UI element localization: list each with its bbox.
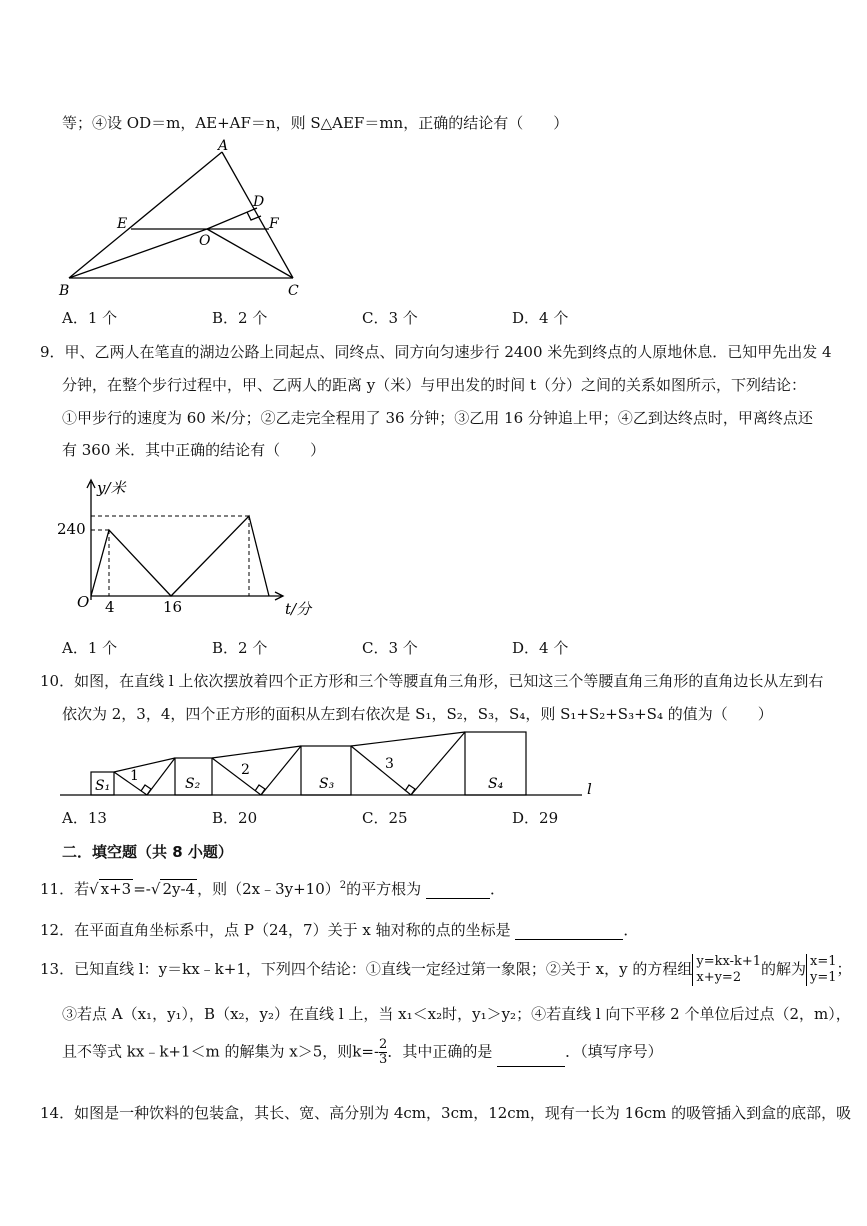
label-b: B (59, 283, 70, 298)
label-e: E (117, 216, 128, 232)
q12-line (40, 920, 638, 940)
q12-tail: ． (623, 921, 639, 939)
q11-end: 的平方根为 (346, 880, 422, 898)
q11-exponent: 2 (339, 880, 347, 891)
q13-line-3 (62, 1038, 663, 1067)
q10-option-a: A．13 (62, 809, 107, 827)
q8-triangle-figure (55, 138, 315, 298)
q10-option-d: D．29 (512, 809, 559, 827)
section-title: 二．填空题（共 8 小题） (62, 843, 233, 861)
q10-squares-figure (55, 728, 605, 800)
q13-end: ； (836, 960, 852, 978)
q9-line-3: ①甲步行的速度为 60 米/分；②乙走完全程用了 36 分钟；③乙用 16 分钟追上甲；④乙到达终点时，甲离终点还 (62, 409, 813, 427)
label-c: C (288, 283, 299, 298)
q9-option-a: A．1 个 (62, 639, 118, 657)
q9-line-4: 有 360 米．其中正确的结论有（ ） (62, 441, 326, 459)
q8-option-c: C．3 个 (362, 309, 418, 327)
q13-eq-1: y=kx-k+1 (696, 954, 762, 969)
q9-distance-chart (55, 472, 325, 620)
q13-k-value: k=- (352, 1042, 380, 1061)
q8-option-d: D．4 个 (512, 309, 569, 327)
q11-prefix: 11．若 (40, 880, 90, 898)
q13-eq-2: x+y=2 (696, 970, 742, 985)
q11-mid: =- (133, 880, 151, 898)
q10-line-2: 依次为 2，3，4，四个正方形的面积从左到右依次是 S₁，S₂，S₃，S₄，则 S₁+S₂+S₃+S₄ 的值为（ ） (62, 705, 773, 723)
q13-answer-blank[interactable] (497, 1050, 565, 1067)
label-a: A (218, 138, 229, 154)
chart-x-label: t/分 (285, 600, 312, 618)
q13-frac-den: 3 (379, 1052, 388, 1067)
q12-answer-blank[interactable] (515, 923, 623, 940)
q10-option-b: B．20 (212, 809, 258, 827)
label-tri-3: 3 (385, 756, 394, 772)
q11-post: ，则（2x﹣3y+10） (197, 880, 340, 898)
q13-sol-2: y=1 (810, 970, 837, 985)
q8-tail-text: 等；④设 OD＝m，AE+AF＝n，则 S△AEF＝mn，正确的结论有（ ） (62, 114, 569, 132)
q9-line-1: 9．甲、乙两人在笔直的湖边公路上同起点、同终点、同方向匀速步行 2400 米先到终点的人原地休息．已知甲先出发 4 (40, 343, 832, 361)
chart-x-tick-4: 4 (105, 598, 115, 616)
label-o: O (199, 233, 211, 249)
q9-option-c: C．3 个 (362, 639, 418, 657)
q13-frac-num: 2 (379, 1037, 388, 1052)
q13-l3-post: ．其中正确的是 (387, 1042, 493, 1061)
label-line-l: l (587, 780, 592, 798)
label-s4: S₄ (488, 776, 504, 792)
q9-option-b: B．2 个 (212, 639, 268, 657)
label-s3: S₃ (319, 776, 335, 792)
q13-prefix: 13．已知直线 l：y＝kx﹣k+1，下列四个结论：①直线一定经过第一象限；②关于 x，y 的方程组 (40, 960, 693, 978)
q13-line-2: ③若点 A（x₁，y₁），B（x₂，y₂）在直线 l 上，当 x₁＜x₂时，y₁＞y₂；④若直线 l 向下平移 2 个单位后过点（2，m）， (62, 1005, 851, 1023)
q13-line-1 (40, 954, 852, 986)
chart-x-tick-16: 16 (163, 598, 183, 616)
q12-text: 12．在平面直角坐标系中，点 P（24，7）关于 x 轴对称的点的坐标是 (40, 921, 511, 939)
q11-root-2: 2y-4 (162, 880, 196, 898)
q13-mid: 的解为 (761, 960, 807, 978)
q13-system-equations (692, 954, 761, 986)
q11-tail: ． (489, 880, 505, 898)
label-f: F (269, 216, 279, 232)
chart-y-tick-240: 240 (57, 520, 86, 538)
label-tri-1: 1 (130, 768, 139, 784)
q14-line-1: 14．如图是一种饮料的包装盒，其长、宽、高分别为 4cm，3cm，12cm，现有一长为 16cm 的吸管插入到盒的底部，吸 (40, 1104, 852, 1122)
chart-origin: O (77, 593, 90, 611)
q9-option-d: D．4 个 (512, 639, 569, 657)
q13-l3-tail: ．（填写序号） (565, 1042, 663, 1061)
q13-sol-1: x=1 (810, 954, 837, 969)
q13-l3-prefix: 且不等式 kx﹣k+1＜m 的解集为 x＞5，则 (62, 1042, 353, 1061)
chart-y-label: y/米 (97, 479, 126, 497)
q8-option-a: A．1 个 (62, 309, 118, 327)
label-d: D (253, 194, 265, 210)
q10-option-c: C．25 (362, 809, 408, 827)
q8-option-b: B．2 个 (212, 309, 268, 327)
q9-line-2: 分钟，在整个步行过程中，甲、乙两人的距离 y（米）与甲出发的时间 t（分）之间的关系如图所示，下列结论： (62, 376, 807, 394)
label-s1: S₁ (95, 778, 111, 794)
q11-answer-blank[interactable] (426, 882, 490, 899)
q11-root-1: x+3 (100, 880, 132, 898)
q11-line: 11．若√ x+3 =-√ 2y-4 ，则（2x﹣3y+10）$^2$的平方根为 ． (40, 880, 505, 898)
label-tri-2: 2 (241, 762, 250, 778)
q10-line-1: 10．如图，在直线 l 上依次摆放着四个正方形和三个等腰直角三角形，已知这三个等腰直角三角形的直角边长从左到右 (40, 672, 824, 690)
label-s2: S₂ (185, 776, 201, 792)
q13-system-solution (806, 954, 837, 986)
